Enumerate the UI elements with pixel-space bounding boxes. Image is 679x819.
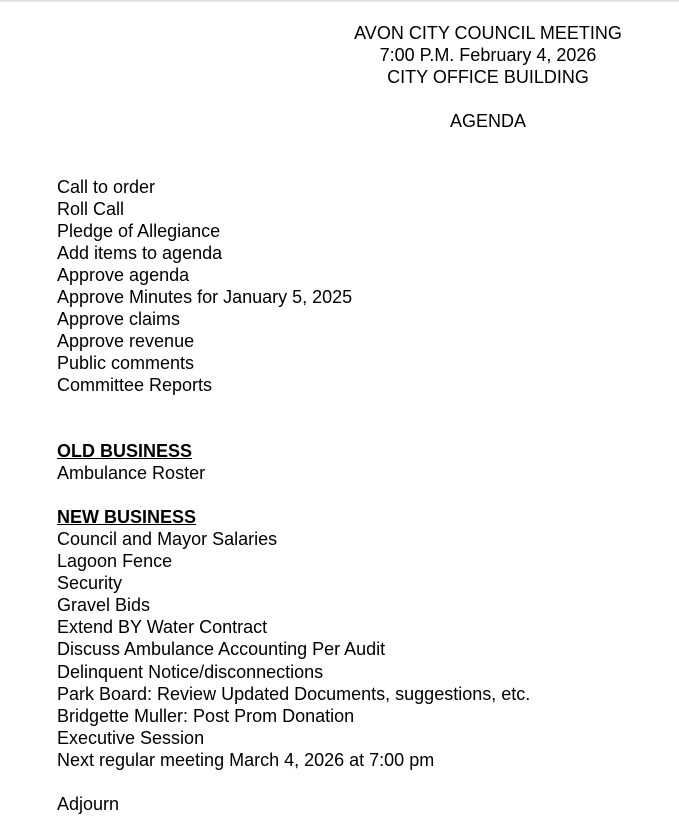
agenda-item: Approve agenda	[57, 265, 190, 285]
agenda-item: Gravel Bids	[57, 595, 151, 616]
agenda-item: Park Board: Review Updated Documents, suggestions, etc.	[57, 683, 531, 704]
new-business-section	[57, 506, 530, 771]
agenda-title: AGENDA	[449, 111, 527, 131]
agenda-item: Council and Mayor Salaries	[57, 529, 278, 549]
agenda-item: Extend BY Water Contract	[57, 617, 268, 638]
agenda-item: Delinquent Notice/disconnections	[57, 661, 324, 682]
agenda-item: Approve Minutes for January 5, 2025	[57, 287, 353, 307]
agenda-item: Lagoon Fence	[57, 551, 173, 572]
agenda-item: Pledge of Allegiance	[57, 221, 221, 241]
agenda-item: Add items to agenda	[57, 243, 223, 263]
page-top-edge	[0, 0, 679, 3]
agenda-item: Discuss Ambulance Accounting Per Audit	[57, 639, 386, 660]
agenda-item: Committee Reports	[57, 375, 213, 395]
agenda-item: Approve claims	[57, 309, 181, 329]
agenda-item: Public comments	[57, 353, 195, 373]
agenda-item: Roll Call	[57, 199, 125, 219]
agenda-item: Security	[57, 573, 123, 594]
agenda-item: Approve revenue	[57, 331, 195, 351]
agenda-item: Call to order	[57, 177, 156, 197]
meeting-title: AVON CITY COUNCIL MEETING	[354, 23, 622, 43]
adjourn-item: Adjourn	[57, 794, 120, 814]
agenda-item: Next regular meeting March 4, 2026 at 7:00 pm	[57, 749, 435, 770]
agenda-item: Executive Session	[57, 727, 205, 748]
opening-items-list	[57, 176, 352, 396]
new-business-heading: NEW BUSINESS	[57, 507, 197, 527]
agenda-item: Ambulance Roster	[57, 463, 206, 483]
old-business-section	[57, 440, 205, 484]
meeting-header	[298, 22, 678, 88]
old-business-heading: OLD BUSINESS	[57, 441, 193, 461]
agenda-item: Bridgette Muller: Post Prom Donation	[57, 705, 355, 726]
meeting-date-time: 7:00 P.M. February 4, 2026	[379, 45, 597, 65]
meeting-location: CITY OFFICE BUILDING	[387, 67, 589, 87]
